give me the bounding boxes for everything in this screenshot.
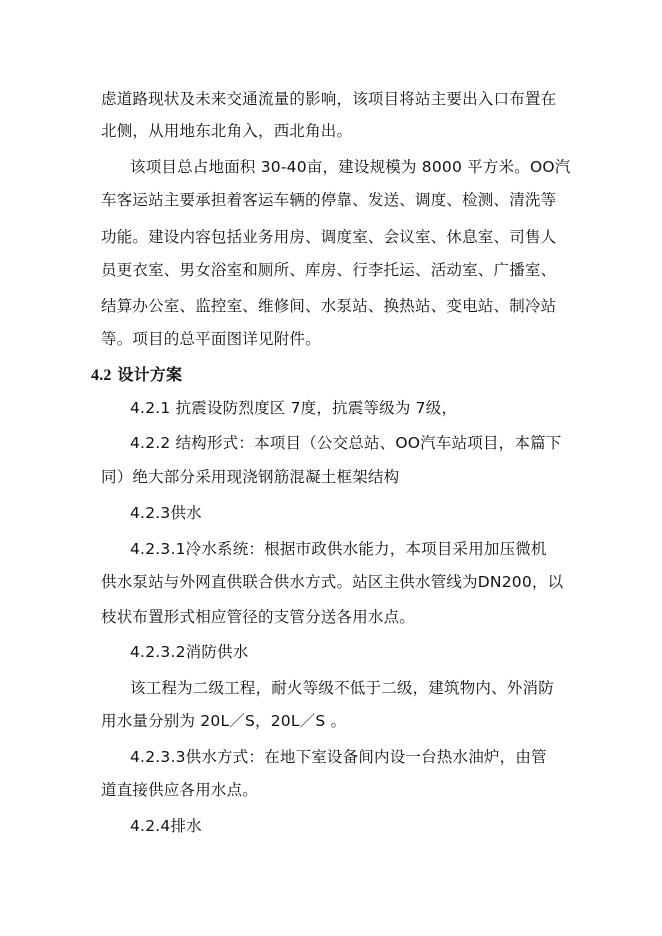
paragraph-line: 虑道路现状及未来交通流量的影响，该项目将站主要出入口布置在	[101, 90, 557, 108]
clause-line: 枝状布置形式相应管径的支管分送各用水点。	[101, 608, 416, 626]
paragraph-line: 结算办公室、监控室、维修间、水泵站、换热站、变电站、制冷站	[101, 297, 557, 315]
clause-line: 供水泵站与外网直供联合供水方式。站区主供水管线为DN200，以	[101, 573, 564, 591]
clause-line: 4.2.3.3供水方式：在地下室设备间内设一台热水油炉，由管	[130, 748, 547, 766]
clause-heading: 4.2.4排水	[130, 817, 202, 835]
clause-line: 道直接供应各用水点。	[101, 781, 259, 799]
section-title: 设计方案	[117, 365, 183, 384]
paragraph-line: 等。项目的总平面图详见附件。	[101, 330, 321, 348]
clause-line: 同）绝大部分采用现浇钢筋混凝土框架结构	[101, 468, 400, 486]
clause-heading: 4.2.3.2消防供水	[130, 643, 249, 661]
paragraph-line: 员更衣室、男女浴室和厕所、库房、行李托运、活动室、广播室、	[101, 261, 557, 279]
section-heading	[91, 364, 182, 387]
clause-heading: 4.2.3供水	[130, 504, 202, 522]
paragraph-line: 北侧，从用地东北角入，西北角出。	[101, 122, 353, 140]
paragraph-line: 车客运站主要承担着客运车辆的停靠、发送、调度、检测、清洗等	[101, 191, 557, 209]
clause-line: 该工程为二级工程，耐火等级不低于二级，建筑物内、外消防	[130, 679, 554, 697]
clause-line: 4.2.2 结构形式：本项目（公交总站、OO汽车站项目，本篇下	[130, 434, 562, 452]
paragraph-line: 功能。建设内容包括业务用房、调度室、会议室、休息室、司售人	[101, 228, 557, 246]
clause-line: 4.2.1 抗震设防烈度区 7度，抗震等级为 7级，	[130, 399, 458, 417]
clause-line: 4.2.3.1冷水系统：根据市政供水能力，本项目采用加压微机	[130, 540, 547, 558]
section-number: 4.2	[91, 367, 112, 384]
paragraph-line: 该项目总占地面积 30-40亩，建设规模为 8000 平方米。OO汽	[130, 158, 571, 176]
clause-line: 用水量分别为 20L／S，20L／S 。	[101, 712, 347, 730]
